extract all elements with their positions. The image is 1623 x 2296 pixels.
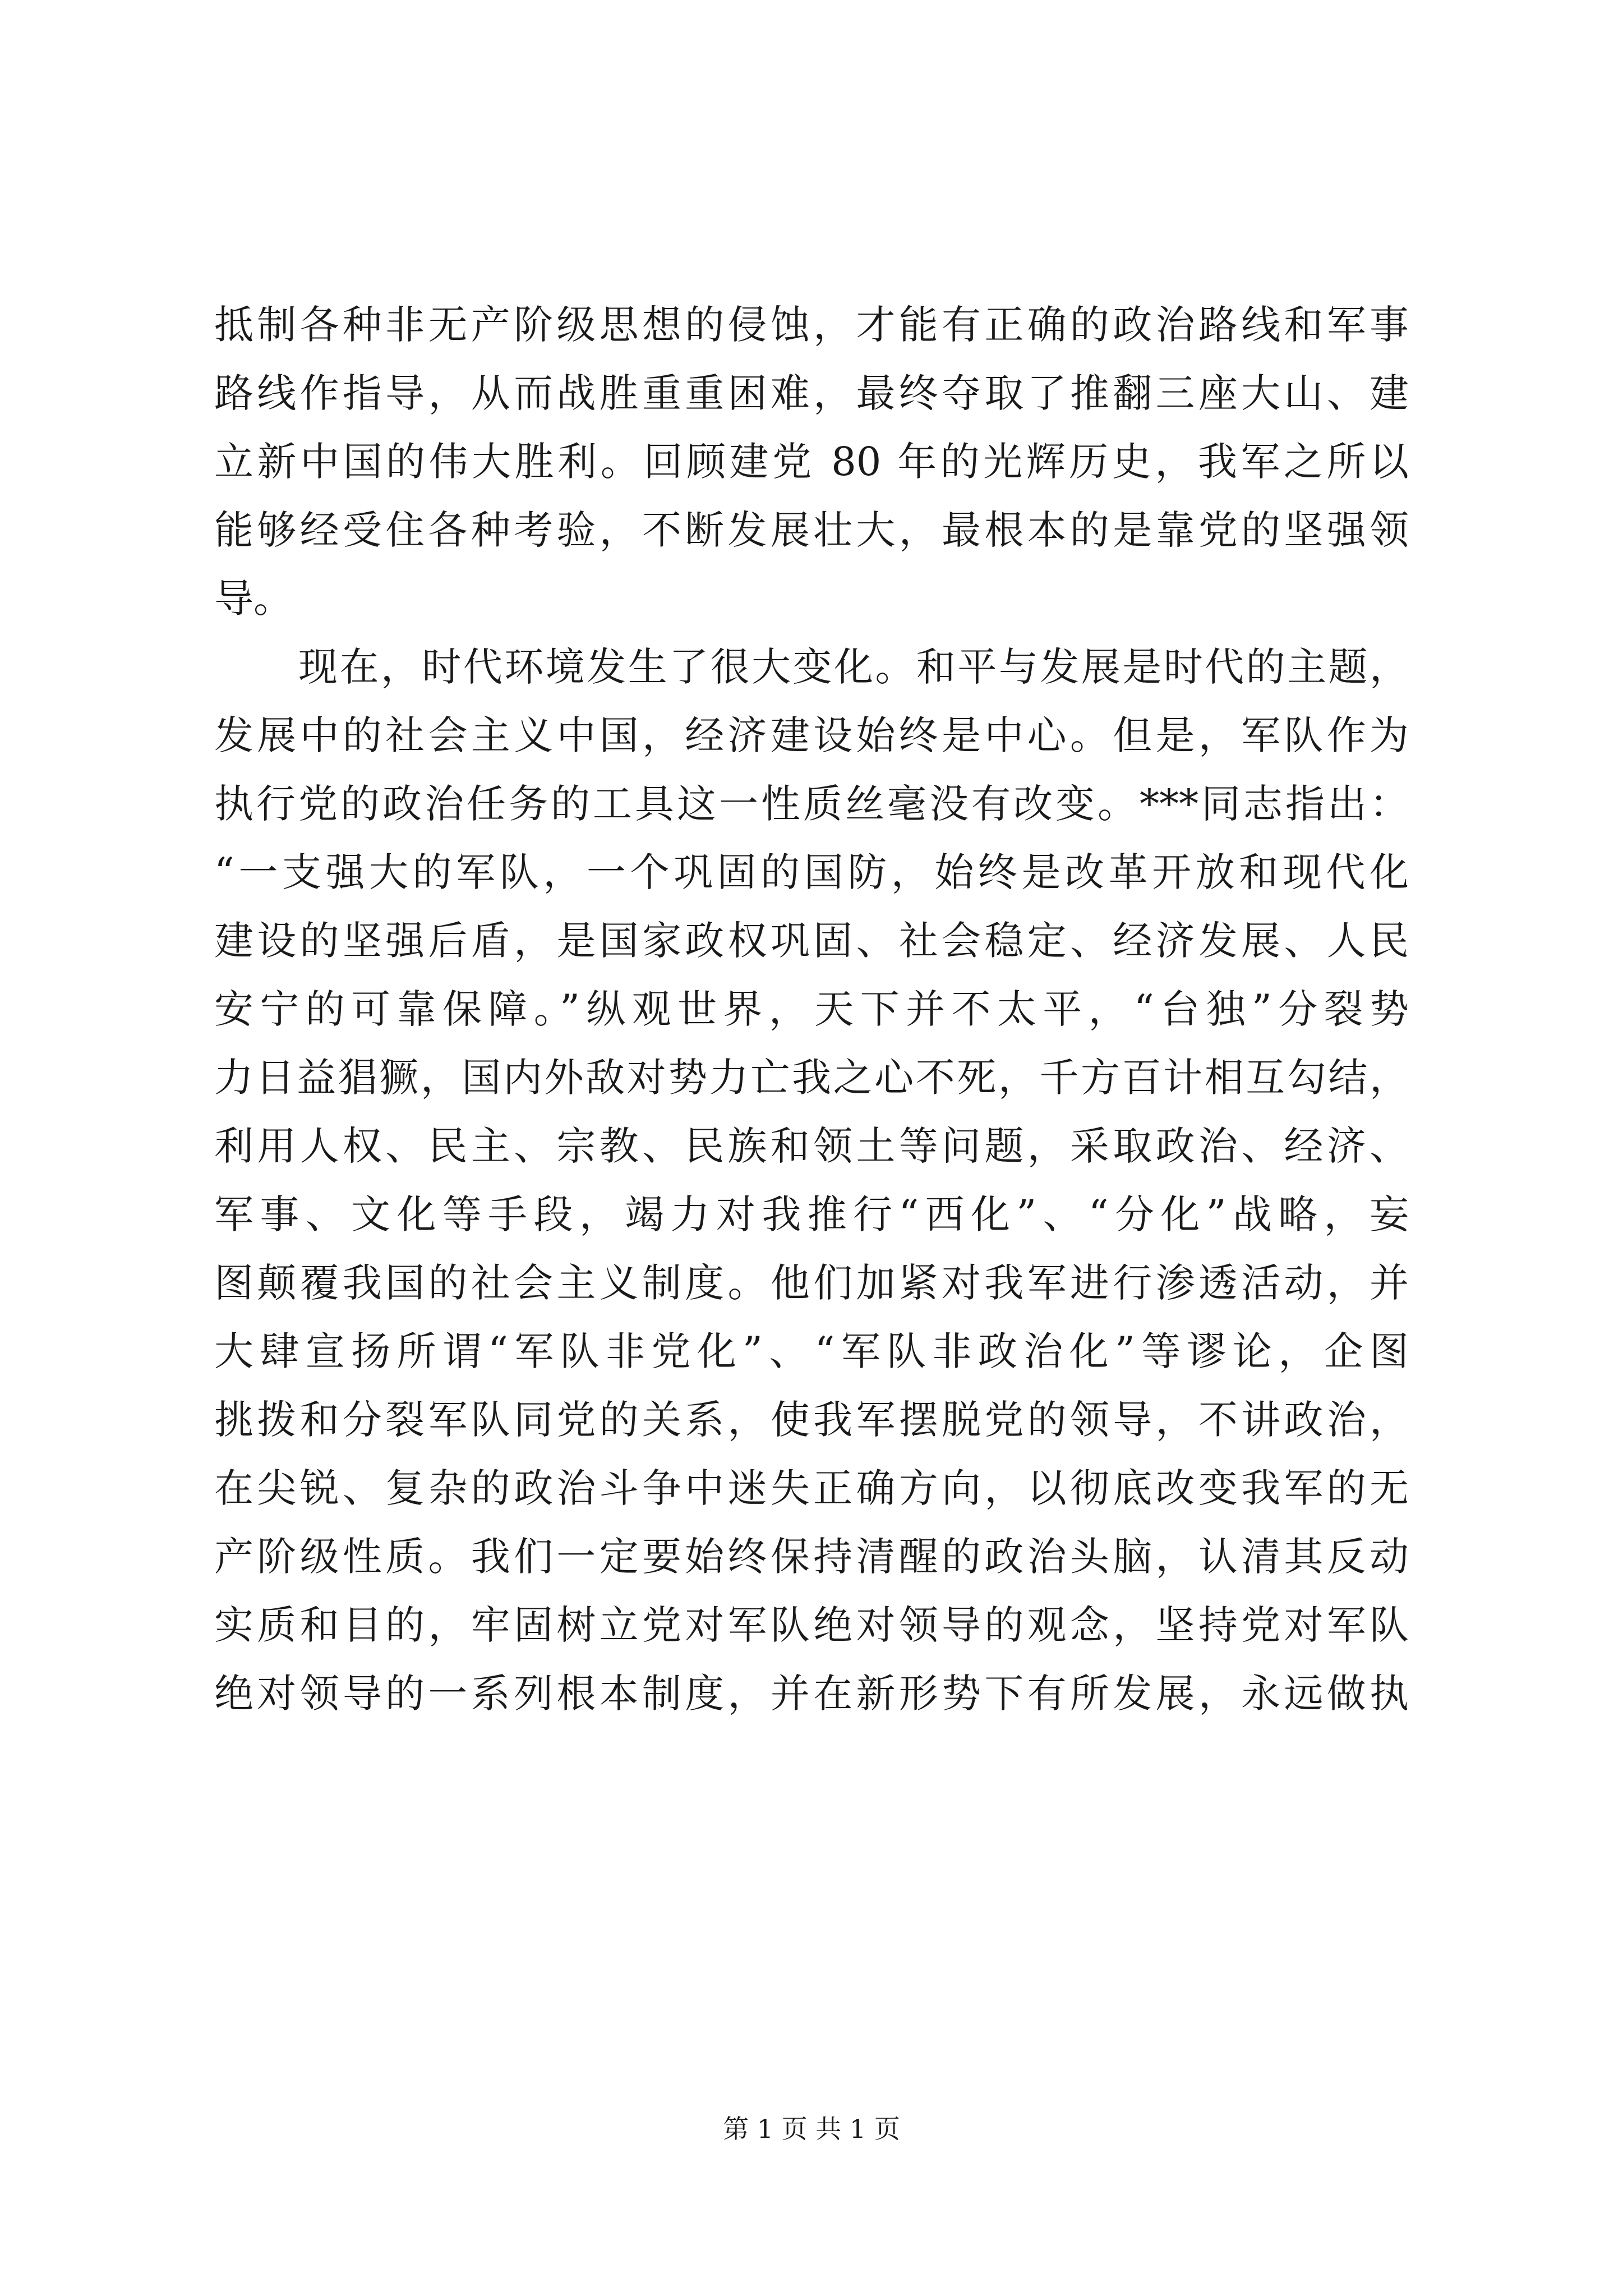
text-line: 绝对领导的一系列根本制度，并在新形势下有所发展，永远做执 [214,1671,1409,1717]
text-line: 安宁的可靠保障。”纵观世界，天下并不太平，“台独”分裂势 [214,986,1409,1032]
text-line: 执行党的政治任务的工具这一性质丝毫没有改变。***同志指出： [214,781,1409,827]
document-body [214,291,1409,1728]
text-line: 在尖锐、复杂的政治斗争中迷失正确方向，以彻底改变我军的无 [214,1465,1409,1511]
text-line: 导。 [214,576,293,622]
text-line: “一支强大的军队，一个巩固的国防，始终是改革开放和现代化 [214,849,1409,895]
text-line: 能够经受住各种考验，不断发展壮大，最根本的是靠党的坚强领 [214,507,1409,553]
text-line: 产阶级性质。我们一定要始终保持清醒的政治头脑，认清其反动 [214,1534,1409,1580]
text-line: 现在，时代环境发生了很大变化。和平与发展是时代的主题， [298,644,1409,690]
text-line: 力日益猖獗，国内外敌对势力亡我之心不死，千方百计相互勾结， [214,1055,1409,1101]
text-line: 路线作指导，从而战胜重重困难，最终夺取了推翻三座大山、建 [214,370,1409,416]
text-line: 建设的坚强后盾，是国家政权巩固、社会稳定、经济发展、人民 [214,918,1409,964]
text-line: 图颠覆我国的社会主义制度。他们加紧对我军进行渗透活动，并 [214,1260,1409,1306]
text-line: 利用人权、民主、宗教、民族和领土等问题，采取政治、经济、 [214,1123,1409,1169]
paragraph-1 [214,291,1409,633]
paragraph-2 [214,633,1409,1728]
page-footer: 第 1 页 共 1 页 [723,2114,900,2144]
text-line: 发展中的社会主义中国，经济建设始终是中心。但是，军队作为 [214,712,1409,758]
text-line: 实质和目的，牢固树立党对军队绝对领导的观念，坚持党对军队 [214,1602,1409,1648]
text-line: 抵制各种非无产阶级思想的侵蚀，才能有正确的政治路线和军事 [214,302,1409,348]
text-line: 立新中国的伟大胜利。回顾建党 80 年的光辉历史，我军之所以 [214,439,1409,485]
text-line: 大肆宣扬所谓“军队非党化”、“军队非政治化”等谬论，企图 [214,1328,1409,1374]
text-line: 挑拨和分裂军队同党的关系，使我军摆脱党的领导，不讲政治， [214,1397,1409,1443]
text-line: 军事、文化等手段，竭力对我推行“西化”、“分化”战略，妄 [214,1191,1409,1237]
